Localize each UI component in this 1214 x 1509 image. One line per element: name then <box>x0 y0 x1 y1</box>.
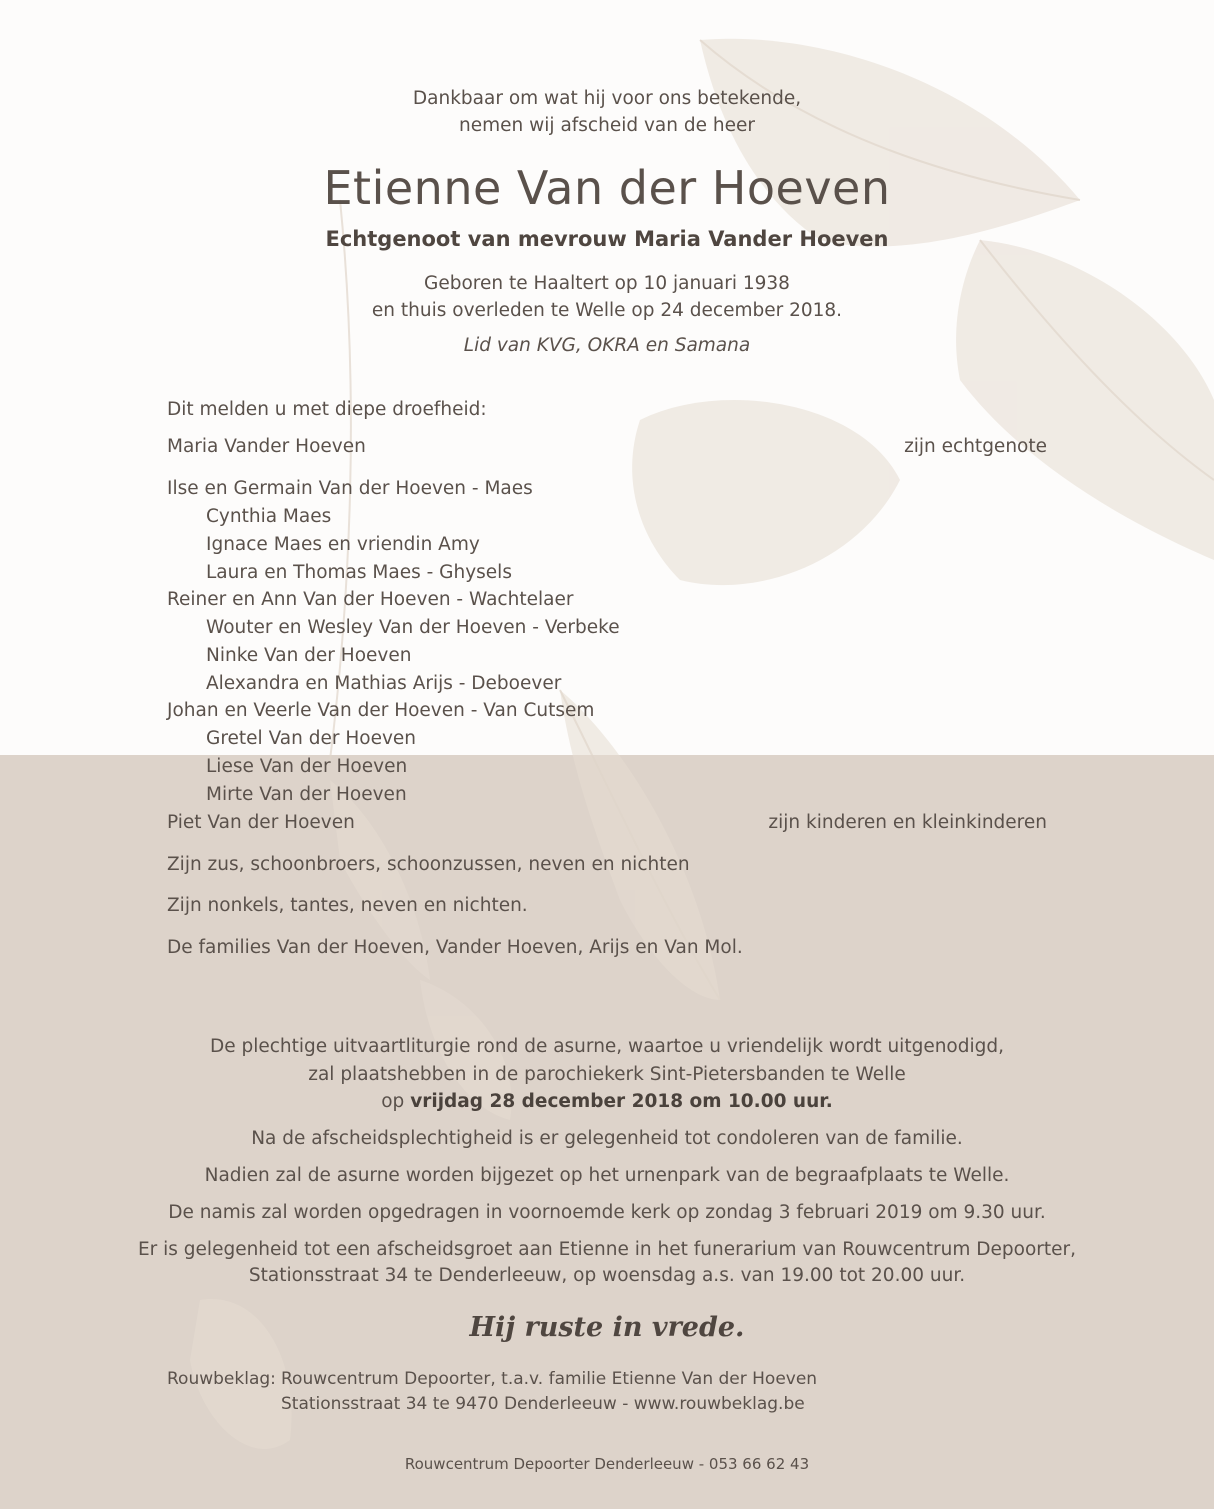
family-member: Piet Van der Hoeven <box>167 812 355 833</box>
spouse-relation: zijn echtgenote <box>904 436 1047 457</box>
relatives-line: De families Van der Hoeven, Vander Hoeven, Arijs en Van Mol. <box>167 937 743 958</box>
condolence-line: Na de afscheidsplechtigheid is er gelegenheid tot condoleren van de familie. <box>251 1128 963 1149</box>
birth-line: Geboren te Haaltert op 10 januari 1938 <box>424 273 790 294</box>
ceremony-line-1: De plechtige uitvaartliturgie rond de asurne, waartoe u vriendelijk wordt uitgenodigd, <box>209 1036 1004 1057</box>
family-member: Gretel Van der Hoeven <box>206 728 417 749</box>
death-line: en thuis overleden te Welle op 24 december 2018. <box>371 300 843 321</box>
rouwbeklag-label: Rouwbeklag: <box>167 1369 276 1389</box>
family-member: Ninke Van der Hoeven <box>206 645 412 666</box>
deceased-name: Etienne Van der Hoeven <box>323 161 891 215</box>
family-member: Ilse en Germain Van der Hoeven - Maes <box>167 478 533 499</box>
farewell-line-2: Stationsstraat 34 te Denderleeuw, op woensdag a.s. van 19.00 tot 20.00 uur. <box>248 1265 966 1286</box>
spouse-line: Echtgenoot van mevrouw Maria Vander Hoeven <box>325 227 889 251</box>
ceremony-line-2: zal plaatshebben in de parochiekerk Sint-Pietersbanden te Welle <box>308 1064 906 1085</box>
relatives-line: Zijn zus, schoonbroers, schoonzussen, neven en nichten <box>167 854 690 875</box>
mass-line: De namis zal worden opgedragen in voornoemde kerk op zondag 3 februari 2019 om 9.30 uur. <box>168 1202 1046 1223</box>
family-member: Laura en Thomas Maes - Ghysels <box>206 562 512 583</box>
family-relation: zijn kinderen en kleinkinderen <box>768 812 1047 833</box>
rouwbeklag-line-2: Stationsstraat 34 te 9470 Denderleeuw - www.rouwbeklag.be <box>281 1394 805 1414</box>
family-member: Liese Van der Hoeven <box>206 756 408 777</box>
ceremony-date-prefix: op <box>381 1091 405 1112</box>
ceremony-date <box>0 1089 1214 1115</box>
relatives-line: Zijn nonkels, tantes, neven en nichten. <box>167 895 528 916</box>
intro-line-1: Dankbaar om wat hij voor ons betekende, <box>412 88 802 109</box>
family-member: Ignace Maes en vriendin Amy <box>206 534 480 555</box>
family-member: Mirte Van der Hoeven <box>206 784 407 805</box>
closing-phrase: Hij ruste in vrede. <box>469 1312 745 1343</box>
family-member: Cynthia Maes <box>206 506 332 527</box>
announce-line: Dit melden u met diepe droefheid: <box>167 399 487 420</box>
family-member: Johan en Veerle Van der Hoeven - Van Cutsem <box>167 700 595 721</box>
footer-contact: Rouwcentrum Depoorter Denderleeuw - 053 66 62 43 <box>404 1455 810 1473</box>
family-member: Alexandra en Mathias Arijs - Deboever <box>206 673 562 694</box>
family-member: Wouter en Wesley Van der Hoeven - Verbeke <box>206 617 620 638</box>
ceremony-date-time: vrijdag 28 december 2018 om 10.00 uur. <box>410 1091 833 1112</box>
farewell-line-1: Er is gelegenheid tot een afscheidsgroet aan Etienne in het funerarium van Rouwcentrum Depoorter, <box>137 1239 1077 1260</box>
intro-line-2: nemen wij afscheid van de heer <box>459 115 755 136</box>
family-member: Reiner en Ann Van der Hoeven - Wachtelaer <box>167 589 574 610</box>
rouwbeklag-line-1: Rouwcentrum Depoorter, t.a.v. familie Etienne Van der Hoeven <box>281 1369 818 1389</box>
membership-line: Lid van KVG, OKRA en Samana <box>463 335 751 356</box>
urn-line: Nadien zal de asurne worden bijgezet op het urnenpark van de begraafplaats te Welle. <box>204 1165 1010 1186</box>
spouse-name: Maria Vander Hoeven <box>167 436 366 457</box>
